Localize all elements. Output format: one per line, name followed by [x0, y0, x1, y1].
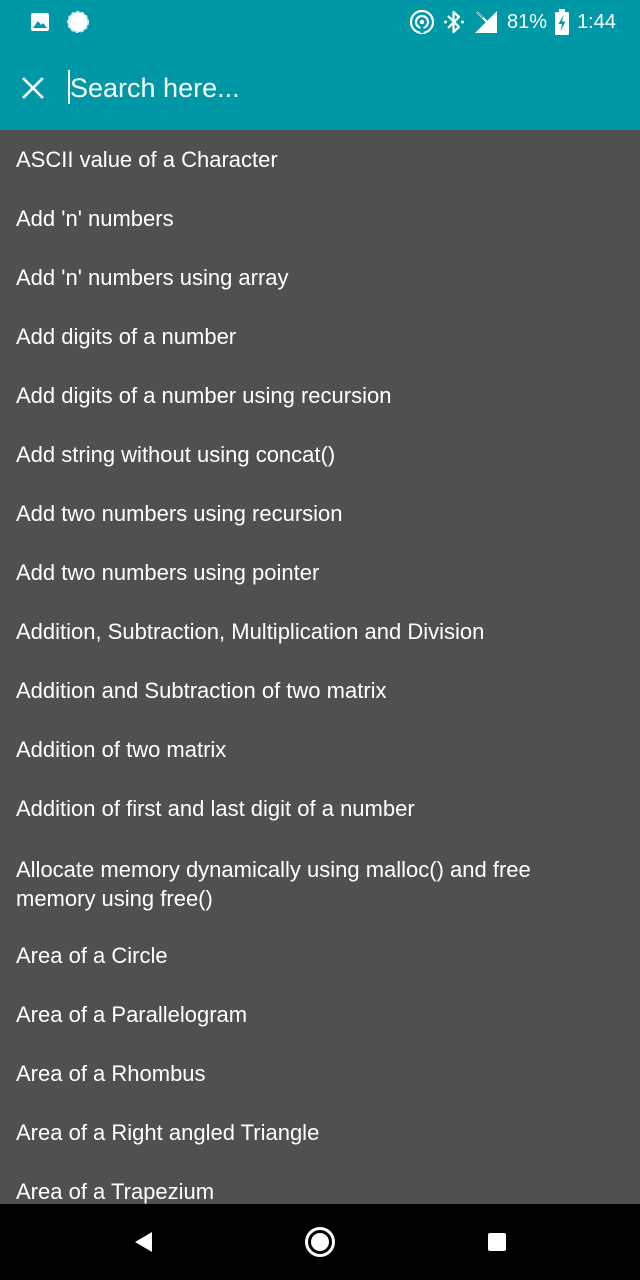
list-item[interactable]: Addition, Subtraction, Multiplication and Division: [16, 619, 485, 644]
list-item[interactable]: Add string without using concat(): [16, 442, 336, 467]
list-item[interactable]: Addition and Subtraction of two matrix: [16, 678, 387, 703]
list-item[interactable]: Area of a Rhombus: [16, 1061, 206, 1086]
list-item[interactable]: Add 'n' numbers using array: [16, 265, 289, 290]
program-list[interactable]: [0, 130, 640, 1204]
clock: 1:44: [577, 11, 616, 33]
status-bar: [0, 0, 640, 44]
home-icon: [304, 1226, 336, 1258]
list-item[interactable]: Area of a Trapezium: [16, 1179, 215, 1204]
list-item[interactable]: Allocate memory dynamically using malloc() and free memory using free(): [16, 857, 531, 911]
no-signal-icon: [473, 9, 499, 35]
text-cursor: [68, 70, 70, 104]
image-icon: [30, 12, 50, 32]
search-toolbar: [0, 58, 640, 118]
list-item[interactable]: Add 'n' numbers: [16, 206, 174, 231]
list-item[interactable]: Add digits of a number using recursion: [16, 383, 392, 408]
app-bar: [0, 0, 640, 130]
loading-circle-icon: [66, 10, 90, 34]
close-icon: [21, 76, 45, 100]
home-button[interactable]: [300, 1222, 340, 1262]
list-item[interactable]: Addition of first and last digit of a number: [16, 796, 415, 821]
list-item[interactable]: ASCII value of a Character: [16, 147, 278, 172]
battery-percent: 81%: [507, 11, 548, 33]
status-bar-left: [30, 10, 90, 34]
list-item[interactable]: Addition of two matrix: [16, 737, 227, 762]
list-item[interactable]: Area of a Right angled Triangle: [16, 1120, 320, 1145]
status-bar-right: [409, 8, 616, 36]
back-icon: [132, 1230, 154, 1254]
list-item[interactable]: Add two numbers using recursion: [16, 501, 343, 526]
list-item[interactable]: Add digits of a number: [16, 324, 237, 349]
back-button[interactable]: [123, 1222, 163, 1262]
battery-charging-icon: [555, 9, 569, 35]
list-item[interactable]: Area of a Parallelogram: [16, 1002, 248, 1027]
hotspot-icon: [409, 9, 435, 35]
navigation-bar: [0, 1204, 640, 1280]
list-item[interactable]: Area of a Circle: [16, 943, 168, 968]
bluetooth-icon: [443, 9, 465, 35]
search-input[interactable]: [66, 66, 610, 110]
recents-icon: [487, 1232, 507, 1252]
list-item[interactable]: Add two numbers using pointer: [16, 560, 320, 585]
close-search-button[interactable]: [16, 71, 50, 105]
recents-button[interactable]: [477, 1222, 517, 1262]
